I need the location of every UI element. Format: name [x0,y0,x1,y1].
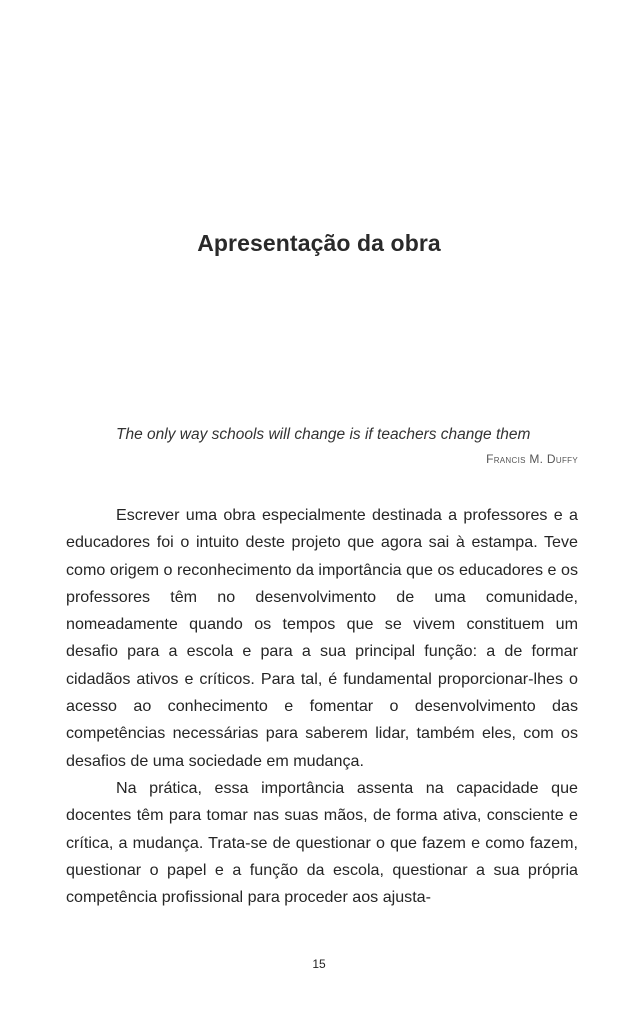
epigraph-quote: The only way schools will change is if teachers change them [116,426,531,443]
page-number: 15 [312,957,326,971]
page-title: Apresentação da obra [197,230,441,257]
epigraph-author: Francis M. Duffy [486,452,578,466]
paragraph: Escrever uma obra especialmente destinada a professores e a educadores foi o intuito deste projeto que agora sai à estampa. Teve como origem o reconhecimento da importância que os educadores e os professores têm no desenvolvimento de uma comunidade, nomeadamente quando os tempos que se vivem constituem um desafio para a escola e para a sua principal função: a de formar cidadãos ativos e críticos. Para tal, é fundamental proporcionar-lhes o acesso ao conhecimento e fomentar o desenvolvimento das competências necessárias para saberem lidar, também eles, com os desafios de uma sociedade em mudança. [66,506,578,770]
body-text [66,502,578,911]
paragraph: Na prática, essa importância assenta na capacidade que docentes têm para tomar nas suas mãos, de forma ativa, consciente e crítica, a mudança. Trata-se de questionar o que fazem e como fazem, questionar o papel e a função da escola, questionar a sua própria competência profissional para proceder aos ajusta- [66,778,578,907]
